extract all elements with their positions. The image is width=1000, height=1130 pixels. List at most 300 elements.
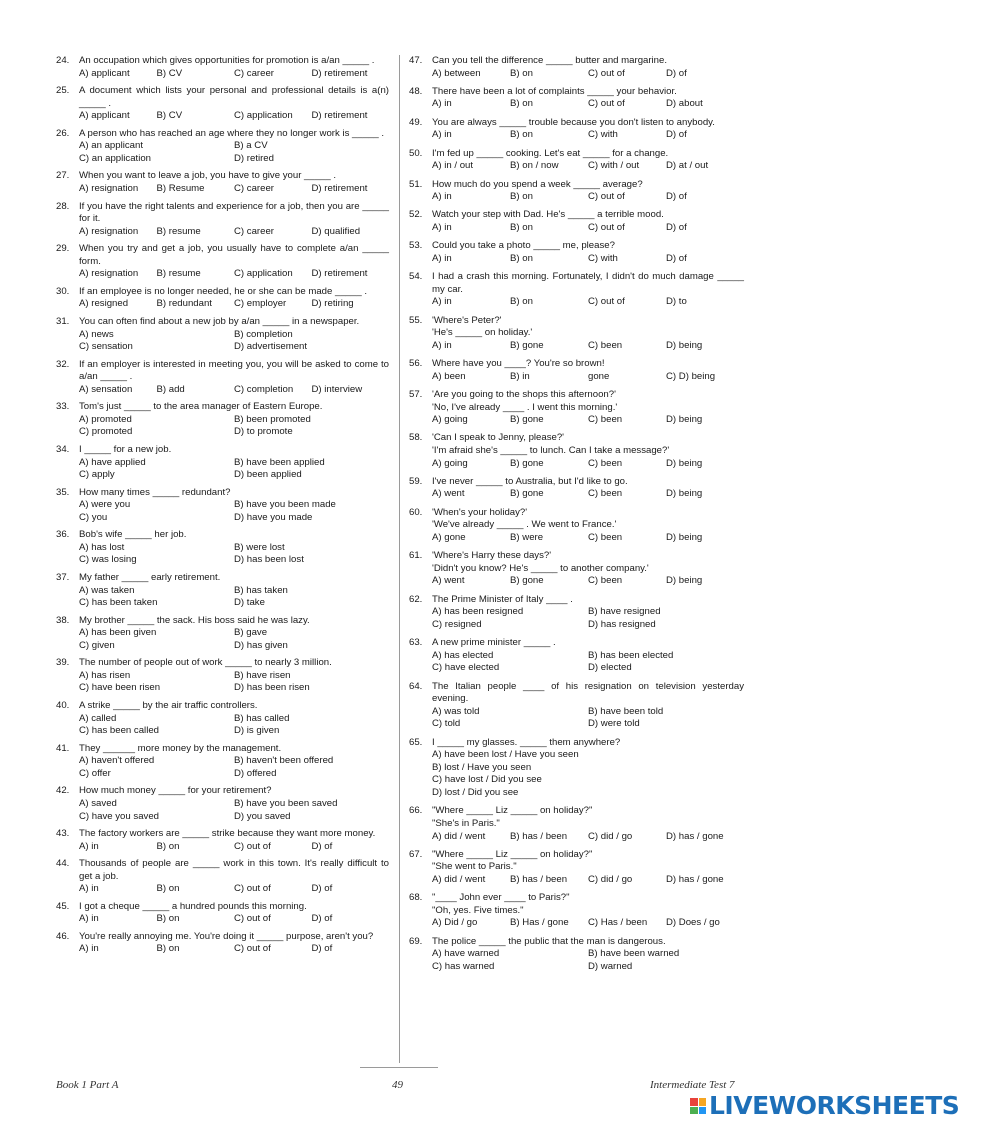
answer-option[interactable]: D) has / gone (666, 830, 724, 842)
question-stem: How many times _____ redundant? (79, 486, 231, 498)
question-stem-line: 'We've already _____ . We went to France.' (432, 519, 617, 531)
answer-option[interactable]: B) have been told (588, 705, 664, 717)
question-body (432, 117, 744, 142)
answer-options (432, 414, 744, 427)
answer-option[interactable]: B) been promoted (234, 413, 311, 425)
question-stem: My father _____ early retirement. (79, 571, 221, 583)
answer-option[interactable]: D) about (666, 98, 703, 110)
question-item (56, 828, 389, 853)
answer-option[interactable]: A) were you (79, 499, 131, 511)
answer-option[interactable]: B) on (156, 883, 180, 895)
question-stem: I _____ my glasses. _____ them anywhere? (432, 736, 621, 748)
answer-options (432, 606, 744, 631)
answer-option[interactable]: A) resignation (79, 183, 139, 195)
question-stem: If an employee is no longer needed, he or she can be made _____ . (79, 285, 368, 297)
question-item (56, 785, 389, 823)
answer-option[interactable]: C) been (588, 339, 623, 351)
page-number: 49 (392, 1079, 403, 1091)
answer-option[interactable]: C) has been called (79, 725, 159, 737)
answer-option[interactable]: D) Does / go (666, 917, 720, 929)
answer-option[interactable]: D) has been risen (234, 682, 310, 694)
question-number: 44. (56, 858, 70, 870)
answer-option[interactable]: C) been (588, 457, 623, 469)
question-item (409, 805, 744, 843)
question-item (56, 444, 389, 482)
answer-option[interactable]: D) has given (234, 639, 288, 651)
question-stem: A document which lists your personal and professional details is a(n) _____ . (79, 85, 389, 109)
answer-option[interactable]: B) haven't been offered (234, 755, 334, 767)
question-stem: The Prime Minister of Italy ____ . (432, 593, 573, 605)
answer-options (432, 874, 744, 887)
question-stem-line: "She's in Paris." (432, 817, 500, 829)
answer-option[interactable]: D) retirement (311, 110, 368, 122)
answer-option[interactable]: D) of (311, 913, 333, 925)
question-stem: There have been a lot of complaints _____ your behavior. (432, 85, 677, 97)
answer-option[interactable]: C) given (79, 639, 115, 651)
answer-option[interactable]: D) been applied (234, 469, 302, 481)
answer-option[interactable]: B) were lost (234, 541, 285, 553)
answer-option[interactable]: C) career (234, 67, 274, 79)
answer-option[interactable]: B) on (156, 913, 180, 925)
question-body (79, 615, 389, 653)
answer-option[interactable]: A) was taken (79, 584, 135, 596)
answer-option[interactable]: B) were (510, 531, 544, 543)
answer-option[interactable]: B) CV (156, 67, 183, 79)
answer-option[interactable]: A) saved (79, 797, 117, 809)
answer-option[interactable]: A) an applicant (79, 140, 143, 152)
question-item (409, 550, 744, 588)
answer-option[interactable]: C) offer (79, 767, 111, 779)
answer-option[interactable]: A) in (432, 98, 452, 110)
question-number: 38. (56, 614, 70, 626)
answer-option[interactable]: A) was told (432, 705, 480, 717)
answer-option[interactable]: D) has resigned (588, 618, 656, 630)
answer-option[interactable]: B) gone (510, 339, 544, 351)
question-stem: A person who has reached an age where they no longer work is _____ . (79, 127, 385, 139)
answer-option[interactable]: C) an application (79, 152, 151, 164)
answer-option[interactable]: D) being (666, 531, 703, 543)
question-body (79, 931, 389, 956)
answer-option[interactable]: D) being (666, 339, 703, 351)
answer-options (432, 68, 744, 81)
answer-option[interactable]: A) have warned (432, 948, 500, 960)
question-number: 67. (409, 848, 423, 860)
question-item (409, 86, 744, 111)
answer-option[interactable]: B) gave (234, 627, 268, 639)
answer-option[interactable]: D) interview (311, 383, 363, 395)
logo-square-icon (699, 1098, 707, 1106)
question-body (79, 657, 389, 695)
answer-option[interactable]: C) out of (588, 191, 625, 203)
question-item (56, 201, 389, 239)
answer-option[interactable]: A) has lost (79, 541, 125, 553)
answer-option[interactable]: A) between (432, 67, 481, 79)
answer-options (79, 713, 389, 738)
answer-option[interactable]: C) been (588, 414, 623, 426)
answer-option[interactable]: A) have been lost / Have you seen (432, 749, 579, 761)
answer-option[interactable]: B) add (156, 383, 185, 395)
answer-option[interactable]: C) Has / been (588, 917, 648, 929)
answer-option[interactable]: D) to promote (234, 426, 293, 438)
answer-option[interactable]: A) in (79, 913, 99, 925)
logo-grid-icon (690, 1098, 706, 1114)
answer-option[interactable]: D) of (666, 191, 687, 203)
answer-option[interactable]: B) has taken (234, 584, 288, 596)
answer-option[interactable]: C) application (234, 268, 293, 280)
question-number: 24. (56, 55, 70, 66)
answer-option[interactable]: B) on (510, 296, 533, 308)
answer-option[interactable]: A) applicant (79, 67, 130, 79)
answer-option[interactable]: B) lost / Have you seen (432, 761, 532, 773)
answer-option[interactable]: A) in / out (432, 160, 474, 172)
question-body (432, 209, 744, 234)
question-body (432, 594, 744, 632)
answer-option[interactable]: A) in (432, 296, 452, 308)
answer-options (432, 371, 744, 384)
question-item (56, 615, 389, 653)
question-stem: Tom's just _____ to the area manager of Eastern Europe. (79, 401, 323, 413)
answer-option[interactable]: C) completion (234, 383, 294, 395)
question-item (56, 529, 389, 567)
answer-option[interactable]: B) gone (510, 457, 544, 469)
answer-option[interactable]: B) on (510, 67, 533, 79)
answer-options (432, 575, 744, 588)
answer-option[interactable]: gone (588, 370, 610, 382)
question-body (432, 681, 744, 731)
answer-option[interactable]: B) a CV (234, 140, 268, 152)
answer-options (432, 749, 744, 799)
question-body (79, 316, 389, 354)
answer-option[interactable]: D) take (234, 597, 265, 609)
question-item (56, 359, 389, 397)
answer-option[interactable]: A) in (432, 252, 452, 264)
answer-option[interactable]: B) has called (234, 712, 290, 724)
question-number: 59. (409, 475, 423, 487)
answer-option[interactable]: A) went (432, 575, 465, 587)
logo-square-icon (690, 1107, 698, 1115)
answer-option[interactable]: C) did / go (588, 830, 633, 842)
answer-option[interactable]: C) D) being (666, 370, 716, 382)
answer-option[interactable]: D) of (666, 221, 687, 233)
answer-option[interactable]: B) have resigned (588, 606, 661, 618)
answer-option[interactable]: C) with (588, 129, 618, 141)
answer-option[interactable]: D) is given (234, 725, 280, 737)
answer-options (432, 917, 744, 930)
answer-option[interactable]: A) in (432, 221, 452, 233)
answer-option[interactable]: D) being (666, 575, 703, 587)
answer-option[interactable]: D) being (666, 457, 703, 469)
answer-option[interactable]: D) elected (588, 662, 632, 674)
question-stem: A strike _____ by the air traffic controllers. (79, 699, 258, 711)
answer-option[interactable]: D) retired (234, 152, 274, 164)
answer-option[interactable]: C) out of (234, 883, 271, 895)
question-body (79, 201, 389, 239)
question-stem-line: 'No, I've already ____ . I went this morning.' (432, 401, 618, 413)
answer-option[interactable]: B) Resume (156, 183, 205, 195)
column-divider (399, 55, 400, 1063)
answer-option[interactable]: A) been (432, 370, 466, 382)
answer-option[interactable]: B) have you been saved (234, 797, 338, 809)
answer-option[interactable]: A) in (79, 943, 99, 955)
question-number: 33. (56, 401, 70, 413)
question-body (432, 550, 744, 588)
answer-option[interactable]: A) resignation (79, 225, 139, 237)
answer-option[interactable]: D) have you made (234, 511, 313, 523)
answer-option[interactable]: D) advertisement (234, 341, 308, 353)
question-item (409, 358, 744, 383)
answer-option[interactable]: D) being (666, 488, 703, 500)
answer-option[interactable]: D) has / gone (666, 874, 724, 885)
question-body (432, 637, 744, 675)
question-body (79, 85, 389, 123)
answer-option[interactable]: D) retirement (311, 67, 368, 79)
answer-option[interactable]: B) gone (510, 488, 544, 500)
answer-option[interactable]: C) been (588, 531, 623, 543)
answer-option[interactable]: C) has been taken (79, 597, 158, 609)
answer-options (79, 943, 389, 956)
question-number: 36. (56, 529, 70, 541)
answer-option[interactable]: A) in (79, 883, 99, 895)
question-body (79, 128, 389, 166)
answer-option[interactable]: C) have you saved (79, 810, 159, 822)
question-number: 49. (409, 116, 423, 128)
answer-options (79, 226, 389, 239)
answer-option[interactable]: D) of (666, 252, 687, 264)
answer-option[interactable]: A) resigned (79, 298, 129, 310)
answer-option[interactable]: A) has been resigned (432, 606, 524, 618)
question-number: 60. (409, 506, 423, 518)
answer-option[interactable]: B) has / been (510, 874, 568, 885)
answer-option[interactable]: B) on / now (510, 160, 559, 172)
answer-option[interactable]: B) have risen (234, 669, 291, 681)
answer-option[interactable]: D) retirement (311, 268, 368, 280)
answer-option[interactable]: C) been (588, 575, 623, 587)
answer-option[interactable]: A) did / went (432, 874, 486, 885)
answer-option[interactable]: A) gone (432, 531, 466, 543)
answer-option[interactable]: A) going (432, 457, 468, 469)
answer-option[interactable]: D) of (311, 883, 333, 895)
answer-option[interactable]: C) sensation (79, 341, 133, 353)
answer-options (432, 831, 744, 844)
answer-option[interactable]: D) of (311, 840, 333, 852)
answer-option[interactable]: B) has been elected (588, 649, 674, 661)
question-body (79, 286, 389, 311)
answer-option[interactable]: D) of (666, 129, 687, 141)
answer-option[interactable]: A) has elected (432, 649, 494, 661)
question-item (56, 286, 389, 311)
answer-option[interactable]: D) to (666, 296, 687, 308)
answer-option[interactable]: B) on (510, 191, 533, 203)
question-stem-line: "She went to Paris." (432, 861, 517, 873)
question-body (432, 805, 744, 843)
question-body (432, 240, 744, 265)
answer-option[interactable]: A) going (432, 414, 468, 426)
answer-option[interactable]: D) lost / Did you see (432, 787, 519, 799)
answer-option[interactable]: B) have been warned (588, 948, 680, 960)
answer-option[interactable]: B) have you been made (234, 499, 336, 511)
answer-options (79, 798, 389, 823)
answer-option[interactable]: A) resignation (79, 268, 139, 280)
answer-option[interactable]: C) did / go (588, 874, 633, 885)
answer-options (79, 414, 389, 439)
answer-option[interactable]: A) news (79, 328, 114, 340)
answer-options (79, 110, 389, 123)
question-stem: Watch your step with Dad. He's _____ a terrible mood. (432, 209, 664, 221)
answer-option[interactable]: A) has risen (79, 669, 131, 681)
answer-option[interactable]: C) you (79, 511, 108, 523)
question-item (409, 849, 744, 887)
answer-option[interactable]: A) promoted (79, 413, 132, 425)
answer-option[interactable]: A) sensation (79, 383, 133, 395)
answer-option[interactable]: D) has been lost (234, 554, 304, 566)
answer-option[interactable]: C) out of (588, 296, 625, 308)
question-body (432, 315, 744, 353)
answer-option[interactable]: B) on (510, 252, 533, 264)
answer-option[interactable]: A) applicant (79, 110, 130, 122)
answer-option[interactable]: B) on (156, 943, 180, 955)
answer-option[interactable]: C) out of (588, 221, 625, 233)
answer-option[interactable]: D) retiring (311, 298, 354, 310)
question-item (409, 432, 744, 470)
logo-square-icon (699, 1107, 707, 1115)
answer-option[interactable]: B) Has / gone (510, 917, 569, 929)
answer-option[interactable]: D) being (666, 414, 703, 426)
question-body (79, 529, 389, 567)
question-stem: I've never _____ to Australia, but I'd like to go. (432, 475, 628, 487)
answer-option[interactable]: C) career (234, 183, 274, 195)
question-stem: How much do you spend a week _____ average? (432, 178, 643, 190)
question-body (79, 901, 389, 926)
answer-option[interactable]: A) in (432, 339, 452, 351)
answer-option[interactable]: B) resume (156, 225, 201, 237)
question-stem: Where have you ____? You're so brown! (432, 358, 605, 370)
answer-option[interactable]: C) out of (234, 943, 271, 955)
question-stem-line: 'Where's Peter?' (432, 314, 502, 326)
answer-option[interactable]: A) in (432, 191, 452, 203)
answer-option[interactable]: D) of (311, 943, 333, 955)
answer-option[interactable]: D) retirement (311, 183, 368, 195)
answer-option[interactable]: C) has warned (432, 960, 495, 972)
question-body (432, 507, 744, 545)
answer-options (432, 458, 744, 471)
answer-option[interactable]: D) were told (588, 718, 640, 730)
question-stem: Could you take a photo _____ me, please? (432, 240, 615, 252)
answer-option[interactable]: C) have elected (432, 662, 500, 674)
answer-option[interactable]: C) have been risen (79, 682, 161, 694)
answer-options (79, 268, 389, 281)
question-stem: The police _____ the public that the man is dangerous. (432, 935, 666, 947)
question-number: 61. (409, 550, 423, 562)
answer-option[interactable]: C) out of (588, 98, 625, 110)
answer-option[interactable]: A) Did / go (432, 917, 478, 929)
answer-option[interactable]: C) told (432, 718, 461, 730)
answer-options (79, 841, 389, 854)
answer-option[interactable]: D) warned (588, 960, 633, 972)
answer-option[interactable]: B) on (510, 98, 533, 110)
answer-option[interactable]: C) promoted (79, 426, 133, 438)
question-number: 25. (56, 85, 70, 97)
answer-option[interactable]: D) you saved (234, 810, 291, 822)
answer-option[interactable]: C) apply (79, 469, 115, 481)
answer-option[interactable]: C) out of (588, 67, 625, 79)
question-body (432, 148, 744, 173)
question-body (79, 487, 389, 525)
answer-option[interactable]: A) in (432, 129, 452, 141)
question-number: 27. (56, 170, 70, 182)
answer-options (79, 883, 389, 896)
answer-option[interactable]: C) out of (234, 913, 271, 925)
answer-options (79, 384, 389, 397)
answer-option[interactable]: A) in (79, 840, 99, 852)
answer-option[interactable]: C) with (588, 252, 618, 264)
question-stem-line: 'I'm afraid she's _____ to lunch. Can I take a message?' (432, 445, 670, 456)
answer-option[interactable]: C) with / out (588, 160, 640, 172)
answer-option[interactable]: C) resigned (432, 618, 482, 630)
answer-option[interactable]: D) of (666, 67, 687, 79)
question-body (432, 179, 744, 204)
answer-option[interactable]: B) in (510, 370, 530, 382)
answer-option[interactable]: A) haven't offered (79, 755, 155, 767)
answer-option[interactable]: C) have lost / Did you see (432, 774, 542, 786)
question-stem: I had a crash this morning. Fortunately, I didn't do much damage _____ my car. (432, 271, 744, 295)
question-number: 66. (409, 805, 423, 817)
answer-option[interactable]: B) resume (156, 268, 201, 280)
answer-option[interactable]: A) did / went (432, 830, 486, 842)
answer-option[interactable]: B) on (510, 221, 533, 233)
question-body (79, 572, 389, 610)
question-stem: They ______ more money by the management. (79, 742, 282, 754)
question-stem: Can you tell the difference _____ butter and margarine. (432, 55, 668, 66)
answer-option[interactable]: C) out of (234, 840, 271, 852)
answer-option[interactable]: A) has been given (79, 627, 157, 639)
answer-options (79, 670, 389, 695)
answer-option[interactable]: C) application (234, 110, 293, 122)
answer-option[interactable]: C) career (234, 225, 274, 237)
question-number: 63. (409, 637, 423, 649)
question-item (409, 240, 744, 265)
answer-option[interactable]: B) completion (234, 328, 293, 340)
answer-option[interactable]: B) gone (510, 414, 544, 426)
question-number: 51. (409, 178, 423, 190)
answer-option[interactable]: C) employer (234, 298, 287, 310)
answer-option[interactable]: D) qualified (311, 225, 361, 237)
answer-option[interactable]: D) offered (234, 767, 277, 779)
answer-option[interactable]: B) have been applied (234, 456, 325, 468)
question-item (56, 743, 389, 781)
answer-option[interactable]: D) at / out (666, 160, 709, 172)
question-stem: Bob's wife _____ her job. (79, 529, 187, 541)
footer-rule (360, 1067, 438, 1068)
question-item (409, 637, 744, 675)
answer-option[interactable]: C) been (588, 488, 623, 500)
answer-option[interactable]: B) gone (510, 575, 544, 587)
answer-option[interactable]: B) on (510, 129, 533, 141)
question-number: 50. (409, 147, 423, 159)
answer-options (432, 488, 744, 501)
answer-option[interactable]: A) called (79, 712, 117, 724)
answer-option[interactable]: A) went (432, 488, 465, 500)
answer-option[interactable]: A) have applied (79, 456, 146, 468)
answer-option[interactable]: B) CV (156, 110, 183, 122)
answer-option[interactable]: C) was losing (79, 554, 137, 566)
answer-option[interactable]: B) redundant (156, 298, 212, 310)
question-stem: My brother _____ the sack. His boss said he was lazy. (79, 614, 310, 626)
answer-option[interactable]: B) has / been (510, 830, 568, 842)
answer-options (432, 191, 744, 204)
question-number: 57. (409, 388, 423, 400)
question-number: 55. (409, 314, 423, 326)
answer-option[interactable]: B) on (156, 840, 180, 852)
